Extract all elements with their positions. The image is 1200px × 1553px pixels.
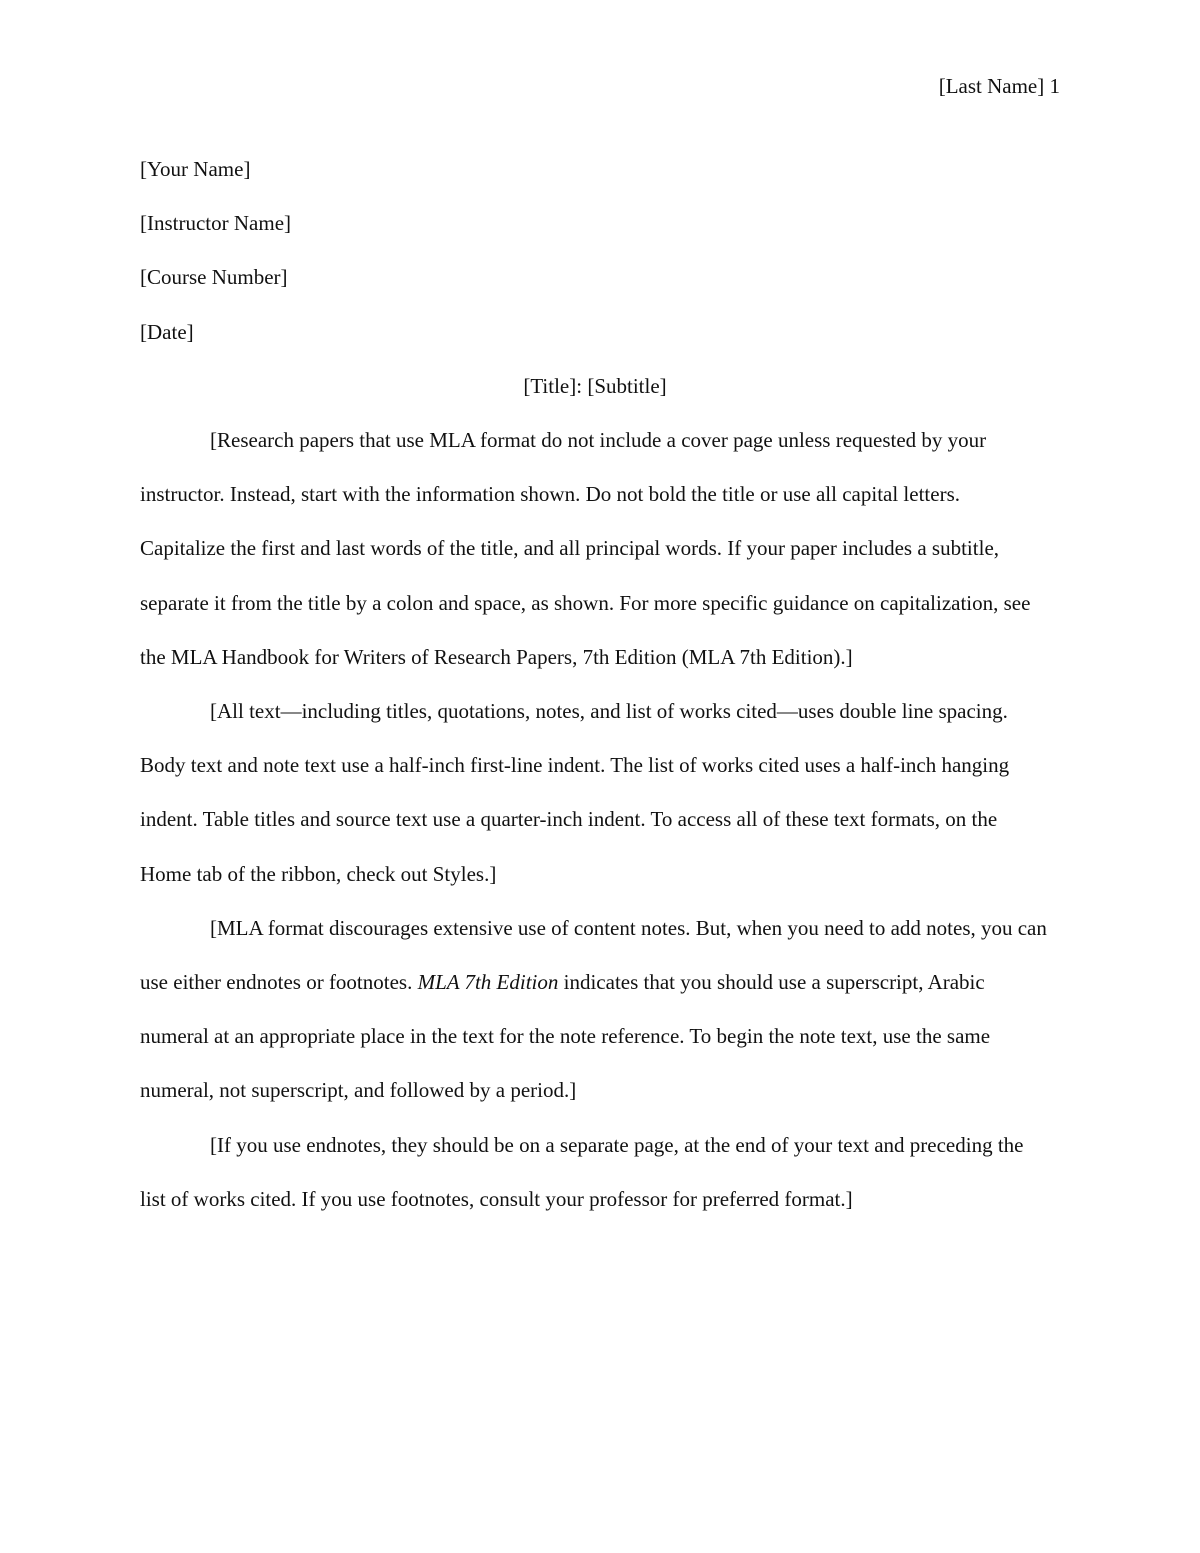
- date: [Date]: [140, 319, 194, 344]
- body-paragraph-2: [All text—including titles, quotations, notes, and list of works cited—uses double line spacing. Body text and note text use a half-inch first-line indent. The list of works cited uses a half-inch hanging indent. Table titles and source text use a quarter-inch indent. To access all of these text formats, on the Home tab of the ribbon, check out Styles.]: [140, 699, 1010, 886]
- document-body: [140, 142, 1050, 1226]
- instructor-name: [Instructor Name]: [140, 211, 292, 236]
- paragraph-3-italic-reference: MLA 7th Edition: [417, 970, 559, 995]
- course-number: [Course Number]: [140, 265, 288, 290]
- student-name: [Your Name]: [140, 157, 251, 181]
- body-paragraph-3: [140, 901, 1050, 1118]
- paragraph-3-text-end: indicates that you should use a superscript, Arabic numeral at an appropriate place in the text for the note reference. To begin the note text, use the same numeral, not superscript, and followed by a period.]: [140, 970, 991, 1103]
- body-paragraph-1: [Research papers that use MLA format do not include a cover page unless requested by your instructor. Instead, start with the information shown. Do not bold the title or use all capital letters. Capitalize the first and last words of the title, and all principal words. If your paper includes a subtitle, separate it from the title by a colon and space, as shown. For more specific guidance on capitalization, see the MLA Handbook for Writers of Research Papers, 7th Edition (MLA 7th Edition).]: [140, 428, 1031, 669]
- running-head: [Last Name] 1: [938, 74, 1060, 98]
- paper-title: [Title]: [Subtitle]: [523, 373, 667, 398]
- body-paragraph-4: [If you use endnotes, they should be on a separate page, at the end of your text and preceding the list of works cited. If you use footnotes, consult your professor for preferred format.]: [140, 1132, 1024, 1211]
- paragraph-3-text-start: [MLA format discourages extensive use of content notes. But, when you need to add notes, you can use either endnotes or footnotes.: [140, 915, 1047, 995]
